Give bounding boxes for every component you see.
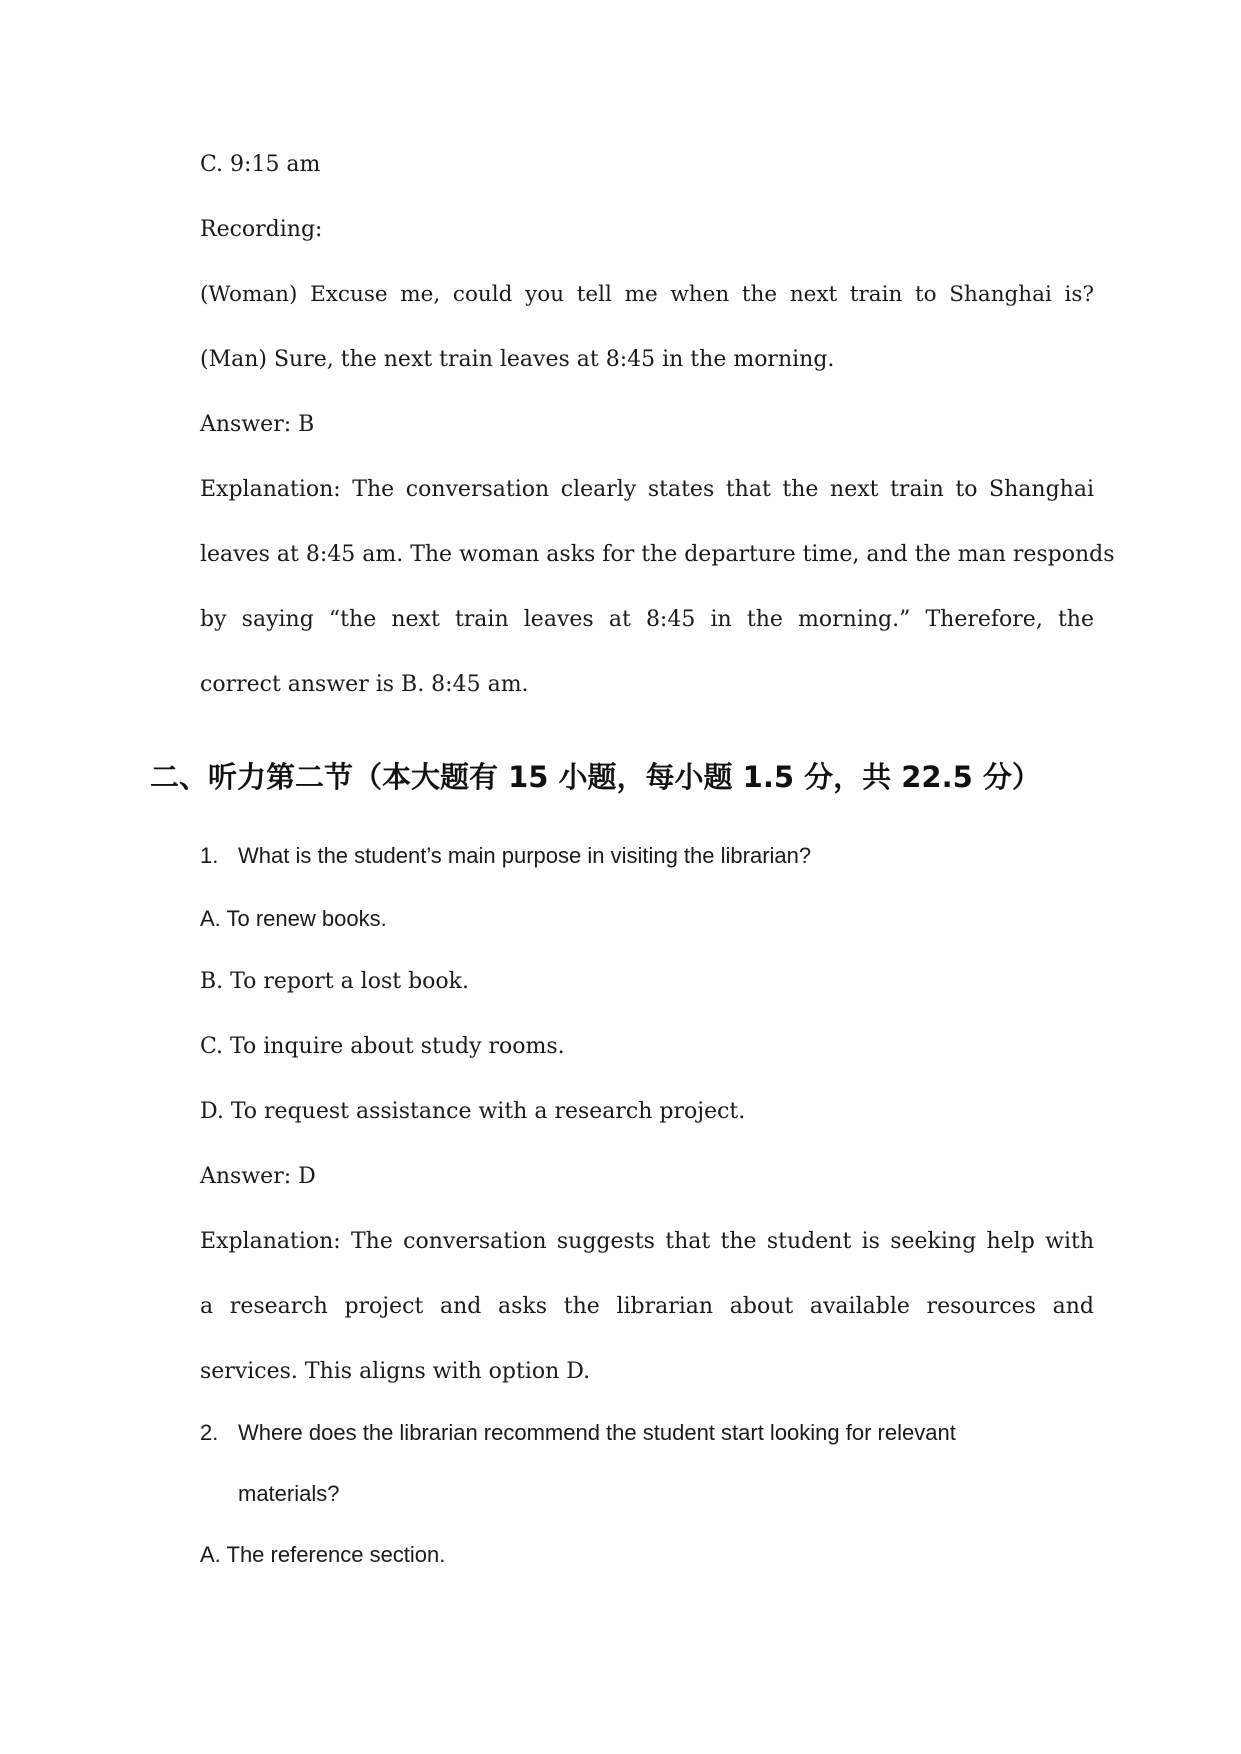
q2-number: 2. xyxy=(200,1420,219,1445)
prev-answer: Answer: B xyxy=(200,412,315,437)
q1-option-c: C. To inquire about study rooms. xyxy=(200,1034,565,1059)
dialogue-man: (Man) Sure, the next train leaves at 8:45 in the morning. xyxy=(200,347,835,372)
q1-number: 1. xyxy=(200,843,219,868)
recording-label: Recording: xyxy=(200,217,323,242)
q1-explanation-line-3: services. This aligns with option D. xyxy=(200,1359,591,1384)
q1-explanation-line-2: a research project and asks the librarian about available resources and xyxy=(200,1294,1094,1319)
q2-question-row xyxy=(200,1418,956,1448)
q2-question-line-1: Where does the librarian recommend the student start looking for relevant xyxy=(238,1420,956,1445)
q1-question-row xyxy=(200,841,811,871)
q1-answer: Answer: D xyxy=(200,1164,316,1189)
q1-option-d: D. To request assistance with a research project. xyxy=(200,1099,746,1124)
q2-option-a: A. The reference section. xyxy=(200,1542,446,1567)
q2-question-line-2: materials? xyxy=(238,1481,340,1506)
q1-option-a: A. To renew books. xyxy=(200,906,387,931)
q1-explanation-line-1: Explanation: The conversation suggests that the student is seeking help with xyxy=(200,1229,1094,1254)
prev-explanation-line-3: by saying “the next train leaves at 8:45 in the morning.” Therefore, the xyxy=(200,607,1094,632)
prev-explanation-line-4: correct answer is B. 8:45 am. xyxy=(200,672,529,697)
prev-explanation-line-1: Explanation: The conversation clearly states that the next train to Shanghai xyxy=(200,477,1094,502)
q1-question: What is the student’s main purpose in visiting the librarian? xyxy=(238,843,812,868)
prev-explanation-line-2: leaves at 8:45 am. The woman asks for the departure time, and the man responds xyxy=(200,542,1115,567)
section-heading: 二、听力第二节（本大题有 15 小题，每小题 1.5 分，共 22.5 分） xyxy=(150,760,1041,794)
dialogue-woman: (Woman) Excuse me, could you tell me when the next train to Shanghai is? xyxy=(200,282,1094,307)
prev-option-c: C. 9:15 am xyxy=(200,152,321,177)
q1-option-b: B. To report a lost book. xyxy=(200,969,469,994)
